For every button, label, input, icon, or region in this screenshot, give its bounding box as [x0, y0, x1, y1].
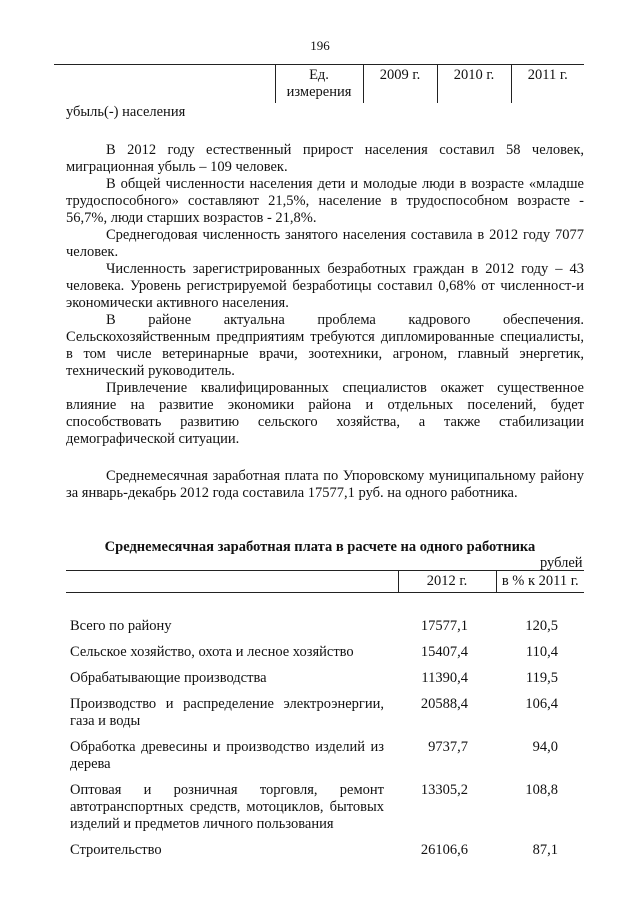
salary-row-label: Оптовая и розничная торговля, ремонт автотранспортных средств, мотоциклов, бытовых изделий и предметов личного пользования: [70, 781, 384, 832]
salary-row-pct-value: 87,1: [532, 841, 558, 858]
salary-row-label: Строительство: [70, 841, 162, 858]
table-row: [66, 837, 584, 863]
salary-row-label: Обрабатывающие производства: [70, 669, 267, 686]
table-row: [66, 777, 584, 837]
salary-row-pct-value: 119,5: [525, 669, 558, 686]
header-2011-cell: 2011 г.: [511, 65, 584, 104]
salary-header-2012: 2012 г.: [398, 571, 496, 593]
table-row: [66, 734, 584, 777]
header-table: [54, 64, 584, 103]
table-continuation-text: убыль(-) населения: [66, 104, 186, 120]
header-2009-cell: 2009 г.: [363, 65, 437, 104]
header-2010-cell: 2010 г.: [437, 65, 511, 104]
header-unit-cell: Ед. измерения: [275, 65, 363, 104]
paragraph-unemployment: Численность зарегистрированных безработных граждан в 2012 году – 43 человека. Уровень регистрируемой безработицы составил 0,68% от численност-и экономически активного населения.: [66, 261, 584, 311]
salary-table-title: Среднемесячная заработная плата в расчете на одного работника: [104, 539, 536, 555]
paragraph-natural-growth: В 2012 году естественный прирост населения составил 58 человек, миграционная убыль – 109 человек.: [66, 142, 584, 175]
salary-row-label: Обработка древесины и производство изделий из дерева: [70, 738, 384, 772]
salary-table-gap: [66, 593, 584, 613]
salary-header-blank: [66, 571, 398, 593]
salary-table: [66, 570, 584, 863]
salary-row-2012-value: 26106,6: [420, 841, 468, 858]
table-row: [66, 665, 584, 691]
salary-table-unit: рублей: [540, 555, 583, 571]
table-row: [66, 691, 584, 734]
header-blank-cell: [54, 65, 275, 104]
paragraph-staffing: В районе актуальна проблема кадрового обеспечения. Сельскохозяйственным предприятиям требуются дипломированные специалисты, в том числе ветеринарные врачи, зоотехники, агроном, главный энергетик, технический руководитель.: [66, 312, 584, 379]
body-text-block-1: [66, 142, 584, 448]
salary-row-2012-value: 17577,1: [420, 617, 468, 634]
salary-row-pct-value: 108,8: [525, 781, 558, 798]
salary-row-2012-value: 9737,7: [428, 738, 468, 755]
table-row: [66, 613, 584, 639]
salary-table-header-row: [66, 571, 584, 593]
salary-row-2012-value: 20588,4: [420, 695, 468, 712]
salary-row-pct-value: 120,5: [525, 617, 558, 634]
page-number: 196: [310, 38, 330, 53]
salary-row-pct-value: 110,4: [525, 643, 558, 660]
table-row: [66, 639, 584, 665]
salary-row-label: Всего по району: [70, 617, 172, 634]
salary-row-2012-value: 11390,4: [421, 669, 468, 686]
header-table-row: [54, 65, 584, 104]
salary-row-2012-value: 13305,2: [420, 781, 468, 798]
body-text-block-2: [66, 468, 584, 502]
salary-row-pct-value: 106,4: [525, 695, 558, 712]
salary-row-label: Сельское хозяйство, охота и лесное хозяйство: [70, 643, 354, 660]
salary-row-pct-value: 94,0: [532, 738, 558, 755]
salary-table-body: [66, 593, 584, 863]
paragraph-employment: Среднегодовая численность занятого населения составила в 2012 году 7077 человек.: [66, 227, 584, 260]
salary-row-2012-value: 15407,4: [420, 643, 468, 660]
salary-row-label: Производство и распределение электроэнергии, газа и воды: [70, 695, 384, 729]
salary-header-pct: в % к 2011 г.: [496, 571, 584, 593]
paragraph-age-structure: В общей численности населения дети и молодые люди в возрасте «младше трудоспособного» составляют 21,5%, население в трудоспособном возрасте - 56,7%, люди старших возрастов - 21,8%.: [66, 176, 584, 226]
paragraph-average-salary: Среднемесячная заработная плата по Упоровскому муниципальному району за январь-декабрь 2012 года составила 17577,1 руб. на одного работника.: [66, 468, 584, 501]
paragraph-specialists: Привлечение квалифицированных специалистов окажет существенное влияние на развитие экономики района и отдельных поселений, будет способствовать развитию сельского хозяйства, а также стабилизации демографической ситуации.: [66, 380, 584, 447]
